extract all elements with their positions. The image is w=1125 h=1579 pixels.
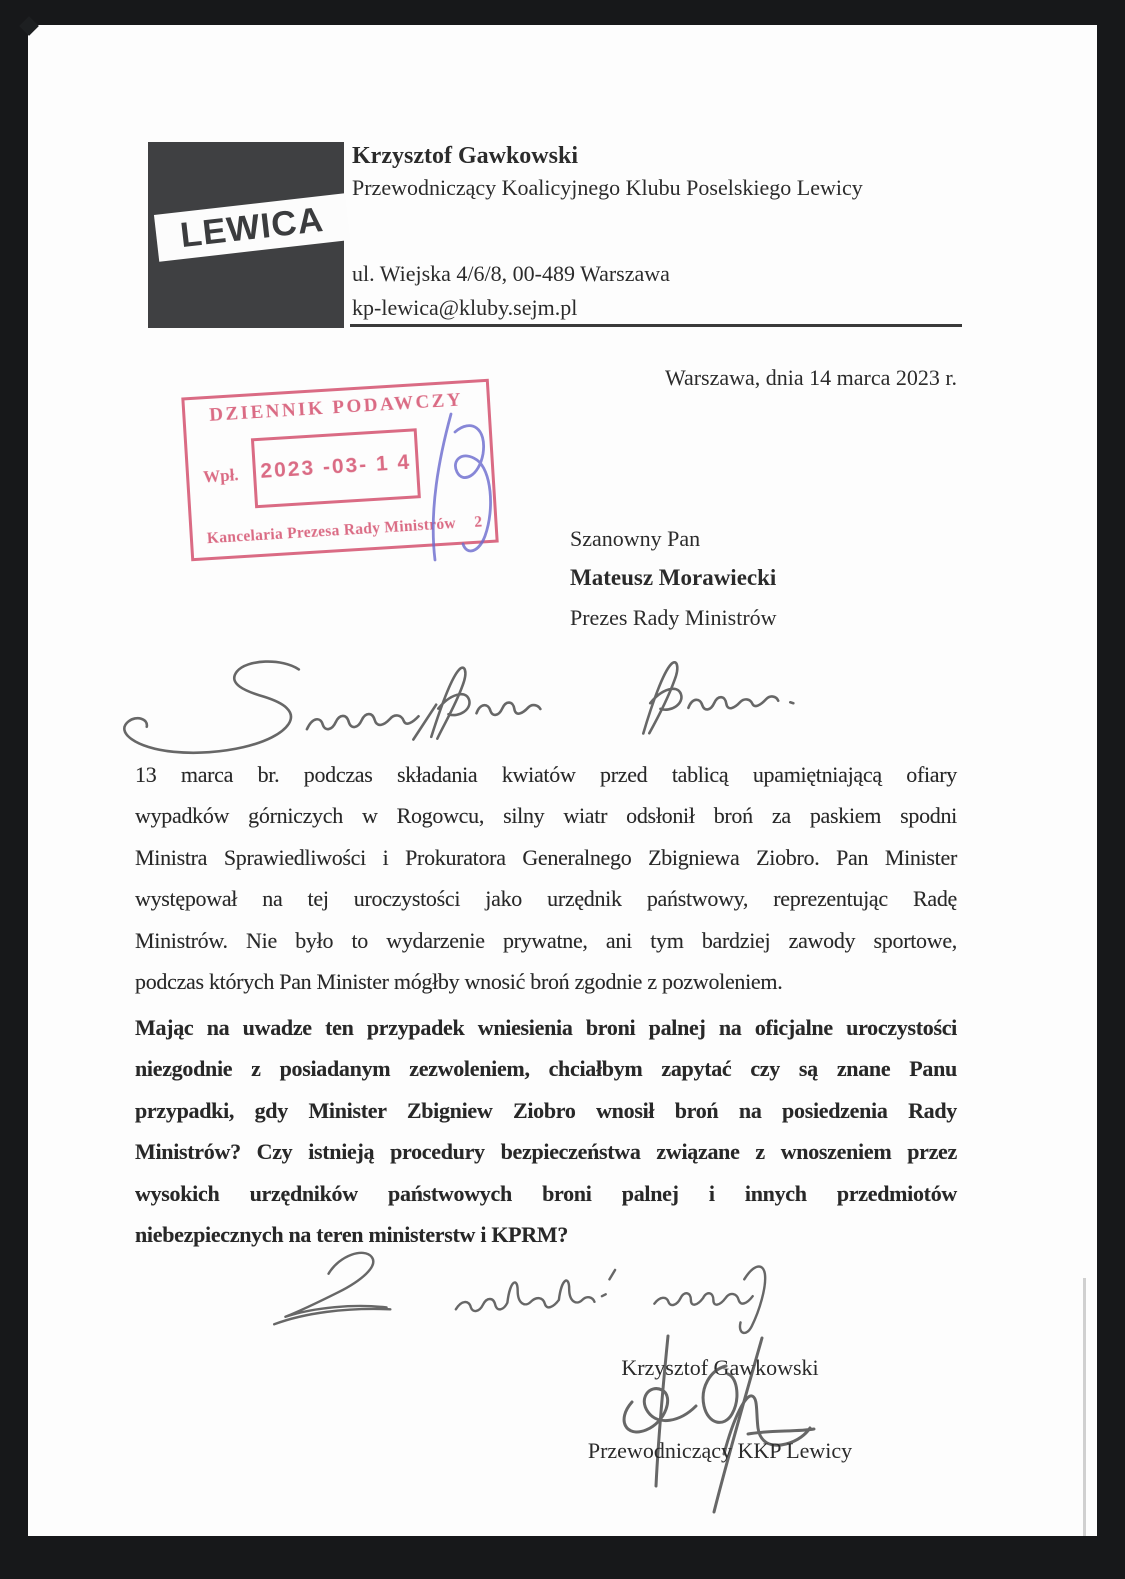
document-page <box>28 25 1097 1536</box>
para2-line: przypadki, gdy Minister Zbigniew Ziobro wnosił broń na posiedzenia Rady <box>135 1097 957 1123</box>
para1-line: wypadków górniczych w Rogowcu, silny wiatr odsłonił broń za paskiem spodni <box>135 803 957 829</box>
stamp-date: 2023 -03- 1 4 <box>259 450 412 483</box>
recipient-name: Mateusz Morawiecki <box>570 565 777 590</box>
para1-line: Ministra Sprawiedliwości i Prokuratora Generalnego Zbigniewa Ziobro. Pan Minister <box>135 844 957 870</box>
date-line: Warszawa, dnia 14 marca 2023 r. <box>664 365 957 390</box>
para2-line: niebezpiecznych na teren ministerstw i KPRM? <box>135 1221 569 1247</box>
stamp-office-name: Kancelaria Prezesa Rady Ministrów <box>206 515 457 548</box>
sender-role: Przewodniczący Koalicyjnego Klubu Poselskiego Lewicy <box>352 175 863 200</box>
stamp-title: DZIENNIK PODAWCZY <box>208 389 464 426</box>
lewica-logo-text: LEWICA <box>178 199 326 255</box>
handwritten-greeting <box>98 638 811 763</box>
para2-line: Ministrów? Czy istnieją procedury bezpieczeństwa związane z wnoszeniem przez <box>135 1139 957 1165</box>
sender-email: kp-lewica@kluby.sejm.pl <box>352 295 578 320</box>
sender-address: ul. Wiejska 4/6/8, 00-489 Warszawa <box>352 261 670 286</box>
sender-name: Krzysztof Gawkowski <box>352 143 578 169</box>
scan-corner-artifact <box>19 16 39 36</box>
body-paragraph-1 <box>135 754 957 1002</box>
para2-line: Mając na uwadze ten przypadek wniesienia broni palnej na oficjalne uroczystości <box>135 1015 957 1040</box>
scan-line-artifact <box>1083 1278 1086 1536</box>
letterhead-divider <box>350 324 962 327</box>
stamp-office-number: 2 <box>473 513 483 531</box>
signature-printed-name: Krzysztof Gawkowski <box>621 1355 819 1380</box>
signature-printed-role: Przewodniczący KKP Lewicy <box>587 1438 853 1463</box>
sender-contact <box>352 257 670 325</box>
lewica-logo-band <box>154 193 350 261</box>
recipient-title: Prezes Rady Ministrów <box>570 605 777 630</box>
handwritten-signature <box>598 1332 828 1517</box>
handwritten-closing <box>255 1240 800 1343</box>
body-paragraph-2 <box>135 1007 957 1255</box>
para1-line: 13 marca br. podczas składania kwiatów przed tablicą upamiętniającą ofiary <box>135 762 957 787</box>
stamp-received-label: Wpł. <box>202 465 240 487</box>
lewica-logo <box>148 142 344 328</box>
para2-line: niezgodnie z posiadanym zezwoleniem, chciałbym zapytać czy są znane Panu <box>135 1056 957 1082</box>
stamp-paraph-handwriting <box>395 410 500 565</box>
para1-line: podczas których Pan Minister mógłby wnosić broń zgodnie z pozwoleniem. <box>135 968 783 994</box>
recipient-salutation: Szanowny Pan <box>570 526 701 551</box>
para1-line: występował na tej uroczystości jako urzędnik państwowy, reprezentując Radę <box>135 886 957 912</box>
para1-line: Ministrów. Nie było to wydarzenie prywatne, ani tym bardziej zawody sportowe, <box>135 927 957 953</box>
para2-line: wysokich urzędników państwowych broni palnej i innych przedmiotów <box>135 1180 957 1206</box>
